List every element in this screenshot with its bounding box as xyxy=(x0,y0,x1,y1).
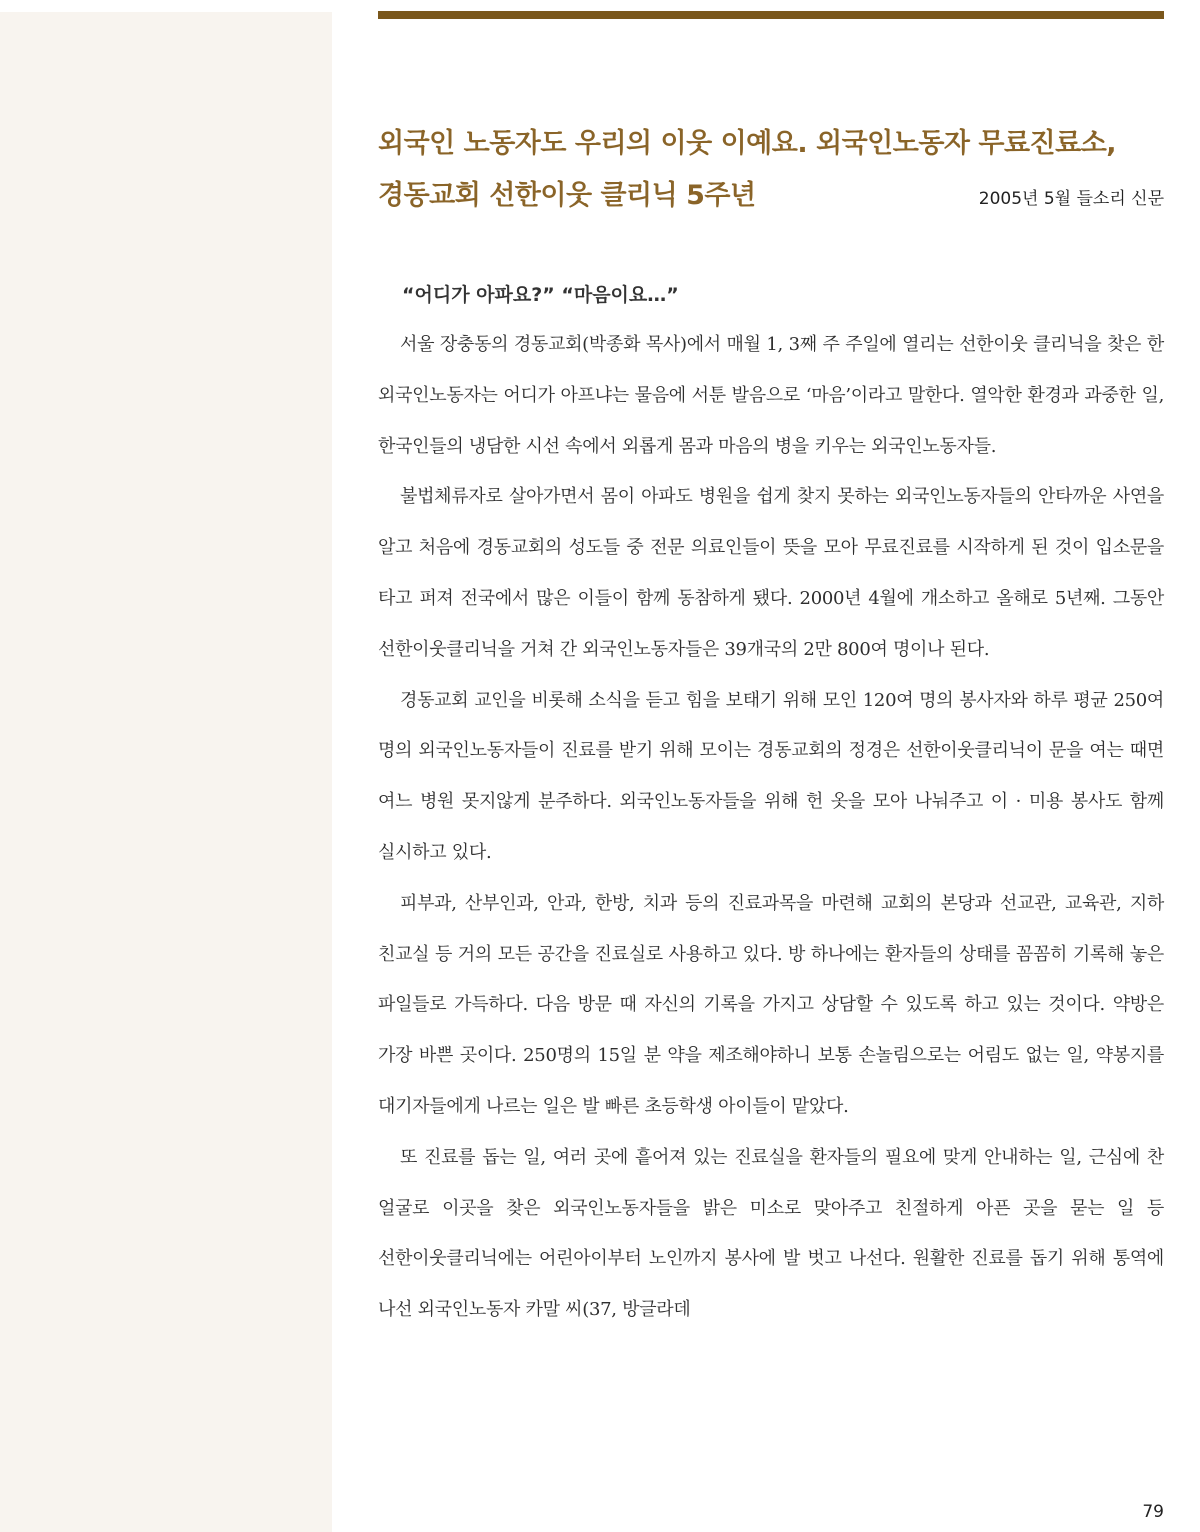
article-title-row-2 xyxy=(378,170,1164,222)
paragraph: 경동교회 교인을 비롯해 소식을 듣고 힘을 보태기 위해 모인 120여 명의 봉사자와 하루 평균 250여 명의 외국인노동자들이 진료를 받기 위해 모이는 경동교회의 정경은 선한이웃클리닉이 문을 여는 때면 여느 병원 못지않게 분주하다. 외국인노동자들을 위해 헌 옷을 모아 나눠주고 이 · 미용 봉사도 함께 실시하고 있다. xyxy=(378,689,1164,863)
article-title-line-2: 경동교회 선한이웃 클리닉 5주년 xyxy=(378,180,756,211)
left-margin-panel xyxy=(0,12,332,1532)
page-number: 79 xyxy=(1142,1502,1164,1522)
article-lead-quote: “어디가 아파요?” “마음이요…” xyxy=(402,284,679,306)
top-rule xyxy=(378,11,1164,19)
paragraph: 서울 장충동의 경동교회(박종화 목사)에서 매월 1, 3째 주 주일에 열리는 선한이웃 클리닉을 찾은 한 외국인노동자는 어디가 아프냐는 물음에 서툰 발음으로 ‘마음’이라고 말한다. 열악한 환경과 과중한 일, 한국인들의 냉담한 시선 속에서 외롭게 몸과 마음의 병을 키우는 외국인노동자들. xyxy=(378,334,1164,457)
article-header xyxy=(378,118,1164,222)
article-source: 2005년 5월 들소리 신문 xyxy=(978,189,1164,209)
article-title-line-1: 외국인 노동자도 우리의 이웃 이예요. 외국인노동자 무료진료소, xyxy=(378,128,1117,159)
paragraph: 피부과, 산부인과, 안과, 한방, 치과 등의 진료과목을 마련해 교회의 본당과 선교관, 교육관, 지하 친교실 등 거의 모든 공간을 진료실로 사용하고 있다. 방 하나에는 환자들의 상태를 꼼꼼히 기록해 놓은 파일들로 가득하다. 다음 방문 때 자신의 기록을 가지고 상담할 수 있도록 하고 있는 것이다. 약방은 가장 바쁜 곳이다. 250명의 15일 분 약을 제조해야하니 보통 손놀림으로는 어림도 없는 일, 약봉지를 대기자들에게 나르는 일은 발 빠른 초등학생 아이들이 맡았다. xyxy=(378,892,1164,1117)
article-body xyxy=(378,270,1164,1336)
paragraph: 불법체류자로 살아가면서 몸이 아파도 병원을 쉽게 찾지 못하는 외국인노동자들의 안타까운 사연을 알고 처음에 경동교회의 성도들 중 전문 의료인들이 뜻을 모아 무료진료를 시작하게 된 것이 입소문을 타고 퍼져 전국에서 많은 이들이 함께 동참하게 됐다. 2000년 4월에 개소하고 올해로 5년째. 그동안 선한이웃클리닉을 거쳐 간 외국인노동자들은 39개국의 2만 800여 명이나 된다. xyxy=(378,486,1164,660)
paragraph: 또 진료를 돕는 일, 여러 곳에 흩어져 있는 진료실을 환자들의 필요에 맞게 안내하는 일, 근심에 찬 얼굴로 이곳을 찾은 외국인노동자들을 밝은 미소로 맞아주고 친절하게 아픈 곳을 묻는 일 등 선한이웃클리닉에는 어린아이부터 노인까지 봉사에 발 벗고 나선다. 원활한 진료를 돕기 위해 통역에 나선 외국인노동자 카말 씨(37, 방글라데 xyxy=(378,1146,1164,1321)
